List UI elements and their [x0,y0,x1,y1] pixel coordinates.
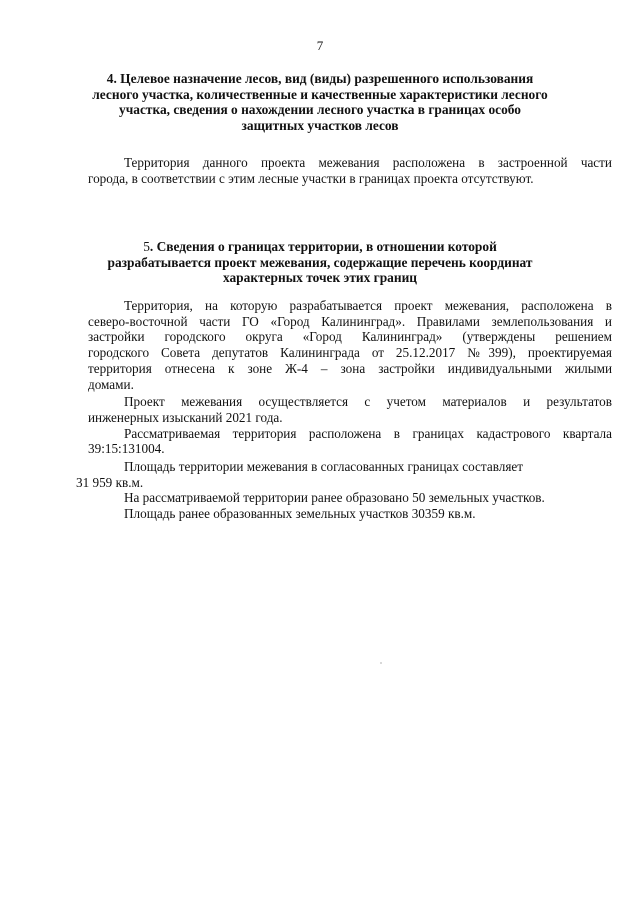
paragraph-cadastral-quarter [88,426,612,457]
heading-line: защитных участков лесов [241,117,399,133]
paragraph-line: северо-восточной части ГО «Город Калининград». Правилами землепользования и [88,313,612,329]
paragraph-line: Территория данного проекта межевания расположена в застроенной части [124,155,612,170]
scan-artifact [380,662,382,664]
heading-line: лесного участка, количественные и качественные характеристики лесного [92,86,548,102]
paragraph-line: 39:15:131004. [88,441,165,457]
paragraph-line: Территория, на которую разрабатывается проект межевания, расположена в [124,298,612,313]
section-5-heading [0,239,640,286]
section-4-heading [0,71,640,133]
heading-line-first [0,239,640,255]
paragraph-line: города, в соответствии с этим лесные участки в границах проекта отсутствуют. [88,170,534,186]
paragraph-line: Проект межевания осуществляется с учетом материалов и результатов [124,394,612,410]
paragraph-area [76,459,612,490]
paragraph-survey-materials [88,394,612,425]
paragraph-line: 31 959 кв.м. [76,474,144,490]
paragraph-plots-count: На рассматриваемой территории ранее образовано 50 земельных участков. [124,490,545,506]
paragraph-line: Рассматриваемая территория расположена в границах кадастрового квартала [124,425,612,441]
paragraph-plots-area: Площадь ранее образованных земельных участков 30359 кв.м. [124,506,476,522]
heading-line: участка, сведения о нахождении лесного участка в границах особо [119,102,521,118]
paragraph-line: городского Совета депутатов Калининграда от 25.12.2017 №399), проектируемая [88,345,612,361]
section-5-body [76,298,612,522]
paragraph-line: застройки городского округа «Город Калининград» (утверждены решением [88,329,612,345]
heading-line: характерных точек этих границ [222,270,418,286]
heading-number: 5 [143,239,150,254]
heading-line: разрабатывается проект межевания, содержащие перечень координат [107,254,533,270]
paragraph-line: территория отнесена к зоне Ж-4 – зона застройки индивидуальными жилыми [88,360,612,376]
paragraph-territory-location [88,298,612,392]
page-number: 7 [316,38,324,53]
section-4-paragraph [88,155,612,186]
paragraph-line: инженерных изысканий 2021 года. [88,409,283,425]
paragraph-line: домами. [88,376,134,392]
heading-text: . Сведения о границах территории, в отношении которой [149,239,497,254]
paragraph-line: Площадь территории межевания в согласованных границах составляет [124,459,524,475]
heading-line: 4. Целевое назначение лесов, вид (виды) разрешенного использования [106,71,534,86]
